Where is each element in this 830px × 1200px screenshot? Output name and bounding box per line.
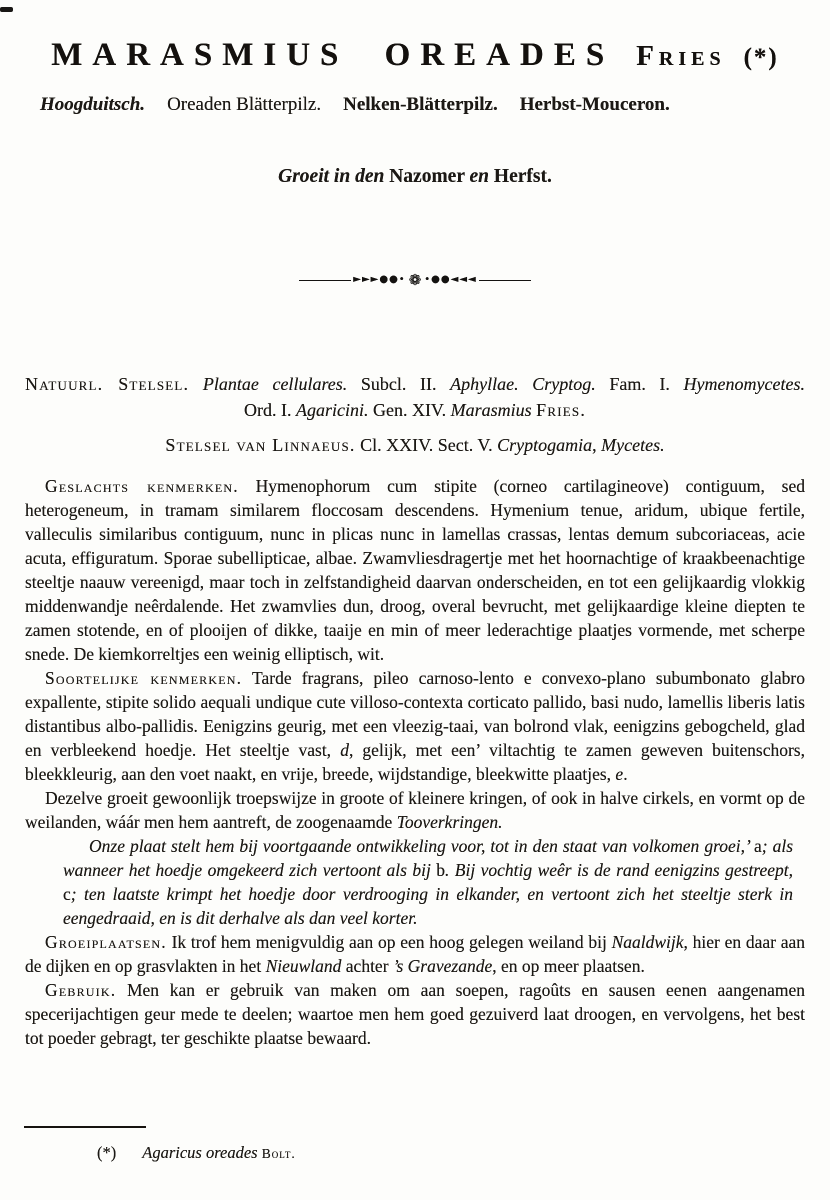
- page-title: [25, 36, 805, 74]
- paragraph-soortelijke-kenmerken: Soortelijke kenmerken. Tarde fragrans, pileo carnoso-lento e convexo-plano subumbonato glabro expallente, stipite solido aequali undique cute villoso-contexta corticato pallido, basi nudo, lamellis liberis latis distantibus albo-pallidis. Eenigzins geurig, met een vleezig-taai, van bolrond vlak, eenigzins gebogcheld, glad en verbleekend hoedje. Het steeltje vast, d, gelijk, met een’ viltachtig te zamen geweven buitenschors, bleekkleurig, aan den voet naakt, en vrije, breede, wijdstandige, bleekwitte plaatjes, e.: [25, 668, 806, 784]
- footnote-text: (*) Agaricus oreades Bolt.: [97, 1143, 296, 1162]
- order-genus-line: Ord. I. Agaricini. Gen. XIV. Marasmius Fries.: [243, 400, 587, 420]
- paragraph-plaat-beschrijving: Onze plaat stelt hem bij voortgaande ontwikkeling voor, tot in den staat van volkomen groei,’ a; als wanneer het hoedje omgekeerd zich vertoont als bij b. Bij vochtig weêr is de rand eenigzins gestreept, c; ten laatste krimpt het hoedje door verdrooging in elkander, en vertoont zich het steeltje sterk in eengedraaid, en is dit derhalve als dan veel korter.: [63, 836, 794, 928]
- ornament-rosette-icon: ❁: [408, 270, 422, 289]
- linnaeus-system-line: Stelsel van Linnaeus. Cl. XXIV. Sect. V. Cryptogamia, Mycetes.: [165, 435, 665, 455]
- title-footnote-mark: (*): [743, 44, 779, 71]
- body-text: [25, 474, 805, 1050]
- paragraph-geslachts-kenmerken: Geslachts kenmerken. Hymenophorum cum stipite (corneo cartilagineove) contiguum, sed heterogeneum, in tramam similarem floccosam descendens. Hymenium tenue, aridum, ubique fertile, valleculis similaribus contiguum, nunc in plicas nunc in lamellas crassas, lentas demum subcoriaceas, acie acuta, effiguratum. Sporae subellipticae, albae. Zwamvliesdragertje met het hoornachtige of kraakbeenachtige steeltje naauw vereenigd, maar toch in zelfstandigheid daarvan onderscheiden, en tot een gelijkaardig vlokkig middenwandje neêrdalende. Het zwamvlies dun, droog, overal bevrucht, met gelijkaardige kleine diepten te zamen stotende, en of plooijen of dikke, taaije en min of meer lederachtige plaatjes vormende, met scherpe snede. De kiemkorreltjes een weinig elliptisch, wit.: [25, 476, 805, 664]
- ornament-arrows-left-icon: ►►►●●•: [353, 274, 406, 285]
- title-species-name: MARASMIUS OREADES: [51, 37, 615, 73]
- paragraph-gebruik: Gebruik. Men kan er gebruik van maken om aan soepen, ragoûts en sausen eenen aangenamen specerijachtigen geur mede te deelen; waartoe men hem goed gezuiverd laat droogen, en vervolgens, het best tot poeder gebragt, ter geschikte plaatse bewaard.: [25, 980, 805, 1048]
- season-line: Groeit in den Nazomer en Herfst.: [278, 166, 552, 187]
- title-author-name: Fries: [636, 40, 726, 72]
- natural-system-line: Natuurl. Stelsel. Plantae cellulares. Subcl. II. Aphyllae. Cryptog. Fam. I. Hymenomycetes.: [25, 374, 805, 394]
- ornament-line-left: [299, 280, 351, 281]
- ornament-arrows-right-icon: •●●◄◄◄: [424, 274, 477, 285]
- paragraph-groeiplaatsen: Groeiplaatsen. Ik trof hem menigvuldig aan op een hoog gelegen weiland bij Naaldwijk, hier en daar aan de dijken en op grasvlakten in het Nieuwland achter ’s Gravezande, en op meer plaatsen.: [25, 932, 806, 976]
- classification-block: [25, 374, 805, 456]
- footnote-block: [25, 1126, 805, 1163]
- footnote-rule: [24, 1126, 146, 1128]
- ornament-line-right: [479, 280, 531, 281]
- vernacular-names-line: Hoogduitsch. Oreaden Blätterpilz. Nelken-Blätterpilz. Herbst-Mouceron.: [40, 94, 670, 115]
- paragraph-tooverkringen: Dezelve groeit gewoonlijk troepswijze in groote of kleinere kringen, of ook in halve cirkels, en vormt op de weilanden, wáár men hem aantreft, de zoogenaamde Tooverkringen.: [25, 788, 805, 832]
- ornament-divider: [25, 272, 805, 288]
- scan-artifact: [0, 7, 13, 12]
